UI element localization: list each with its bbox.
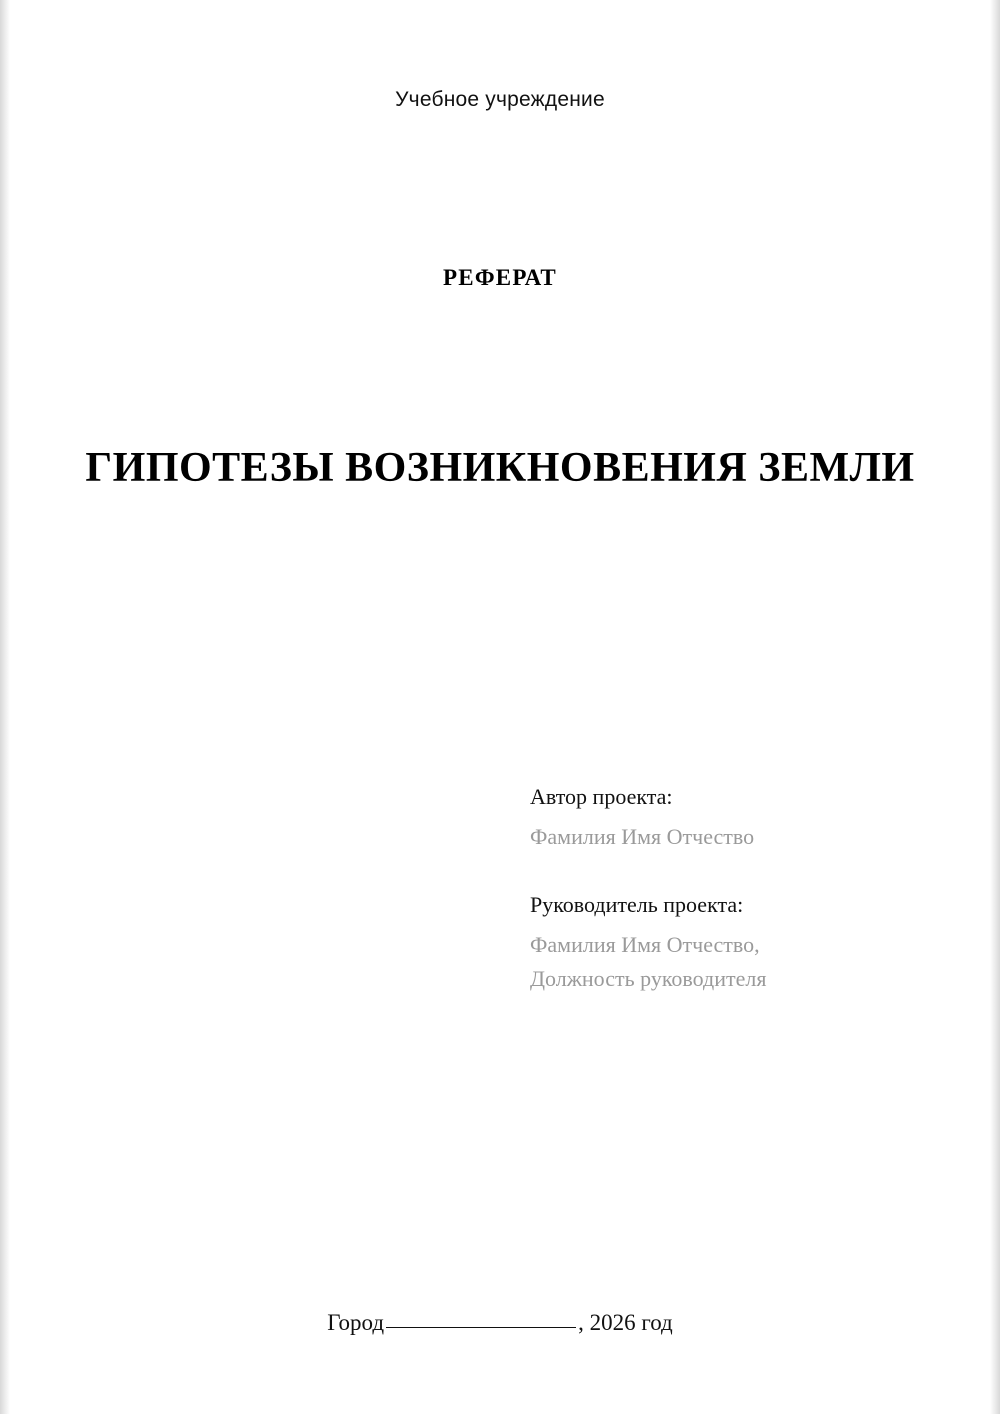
footer-city-year bbox=[0, 1310, 1000, 1336]
author-block bbox=[530, 780, 930, 854]
year-text: , 2026 год bbox=[578, 1310, 673, 1335]
author-value: Фамилия Имя Отчество bbox=[530, 824, 755, 850]
supervisor-value-line-2: Должность руководителя bbox=[530, 966, 767, 992]
document-type: РЕФЕРАТ bbox=[443, 265, 557, 290]
city-blank-line bbox=[386, 1327, 576, 1328]
supervisor-label: Руководитель проекта: bbox=[530, 892, 744, 918]
author-label: Автор проекта: bbox=[530, 784, 673, 809]
supervisor-value-line-1: Фамилия Имя Отчество, bbox=[530, 932, 760, 958]
supervisor-block bbox=[530, 888, 930, 996]
credits-block bbox=[530, 780, 930, 996]
page-title: ГИПОТЕЗЫ ВОЗНИКНОВЕНИЯ ЗЕМЛИ bbox=[85, 445, 915, 491]
city-label: Город bbox=[327, 1310, 385, 1335]
institution-name: Учебное учреждение bbox=[395, 88, 605, 111]
